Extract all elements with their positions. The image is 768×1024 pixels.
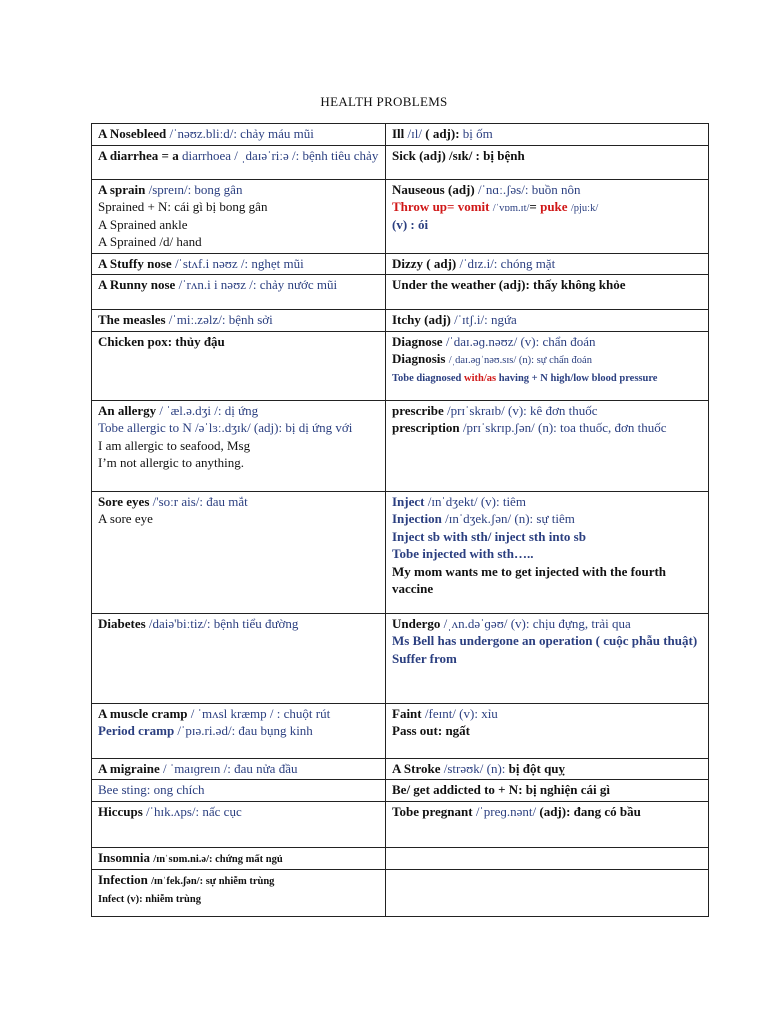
term-cell: [92, 310, 386, 332]
text-segment: /ˈrʌn.i i nəʊz /: chảy nước mũi: [178, 277, 338, 292]
text-segment: A muscle cramp: [98, 705, 191, 721]
term-cell: [92, 703, 386, 758]
text-segment: / ˈmaɪɡreɪn /: đau nửa đầu: [163, 760, 298, 776]
text-segment: A Nosebleed: [98, 126, 170, 141]
text-segment: Suffer from: [392, 650, 457, 666]
text-segment: /ˈhɪk.ʌps/: nấc cục: [146, 803, 242, 819]
text-segment: bị đột quỵ: [508, 760, 566, 776]
text-segment: Diabetes: [98, 615, 149, 631]
text-line: [392, 528, 702, 546]
text-segment: Inject: [392, 493, 428, 509]
text-segment: A sore eye: [98, 511, 153, 526]
text-line: [392, 563, 702, 598]
table-row: [92, 847, 709, 869]
definition-cell: [386, 703, 709, 758]
text-segment: Sick (adj) /sɪk/ : bị bệnh: [392, 147, 525, 163]
term-cell: [92, 400, 386, 491]
text-segment: /ˈstʌf.i nəʊz /: nghẹt mũi: [174, 255, 304, 271]
text-segment: Period cramp: [98, 723, 178, 738]
text-segment: The measles: [98, 312, 169, 327]
table-row: [92, 253, 709, 275]
term-cell: [92, 179, 386, 253]
text-segment: /'soːr ais/: đau mắt: [152, 493, 248, 509]
text-segment: Undergo: [392, 615, 444, 631]
text-segment: A Stroke: [392, 760, 444, 776]
definition-cell: [386, 801, 709, 847]
text-segment: /ˈmiː.zəlz/: bệnh sởi: [168, 312, 273, 327]
text-segment: Nauseous (adj): [392, 181, 478, 197]
text-segment: /ˈvɒm.ɪt/: [492, 203, 530, 214]
text-segment: Infect (v): nhiễm trùng: [98, 893, 201, 905]
definition-cell: [386, 758, 709, 780]
text-segment: /ˌʌn.dəˈɡəʊ/ (v): chịu đựng, trải qua: [443, 615, 631, 631]
definition-cell: [386, 400, 709, 491]
text-segment: /ˈpɪə.ri.əd/: đau bụng kinh: [177, 723, 313, 738]
text-line: [392, 510, 702, 528]
text-segment: /ˈdɪz.i/: chóng mặt: [459, 255, 556, 271]
text-line: [392, 632, 702, 650]
text-segment: /ɪnˈdʒek.ʃən/ (n): sự tiêm: [445, 511, 575, 526]
text-segment: =: [529, 199, 541, 214]
table-row: [92, 275, 709, 310]
text-segment: / ˈmʌsl kræmp / : chuột rút: [190, 705, 331, 721]
text-segment: prescribe: [392, 402, 447, 418]
text-segment: Pass out: ngất: [392, 723, 471, 738]
text-segment: /strəʊk/ (n):: [443, 760, 509, 776]
definition-cell: [386, 253, 709, 275]
text-segment: Ill: [392, 126, 408, 141]
term-cell: [92, 780, 386, 802]
definition-cell: [386, 310, 709, 332]
term-cell: [92, 491, 386, 613]
text-segment: /ˈɪtʃ.i/: ngứa: [454, 312, 517, 327]
vocabulary-table-body: [92, 124, 709, 917]
text-segment: A migraine: [98, 760, 163, 776]
table-row: [92, 869, 709, 916]
text-segment: /əˈlɜː.dʒɪk/ (adj): bị dị ứng với: [195, 420, 353, 435]
definition-cell: [386, 847, 709, 869]
text-segment: /ɪnˈfek.ʃən/: sự nhiễm trùng: [151, 875, 275, 887]
text-line: [392, 368, 702, 386]
term-cell: [92, 801, 386, 847]
text-segment: Tobe pregnant: [392, 803, 476, 819]
text-segment: ( adj):: [422, 126, 463, 141]
text-segment: /feɪnt/ (v): xỉu: [424, 705, 498, 721]
table-row: [92, 703, 709, 758]
term-cell: [92, 847, 386, 869]
term-cell: [92, 275, 386, 310]
table-row: [92, 179, 709, 253]
text-line: [392, 419, 702, 437]
table-row: [92, 124, 709, 146]
text-line: [392, 650, 702, 668]
definition-cell: [386, 491, 709, 613]
text-segment: /daiə'biːtiz/: bệnh tiểu đường: [148, 615, 299, 631]
text-line: [392, 198, 702, 216]
text-segment: /ˈnəʊz.bliːd/: chảy máu mũi: [169, 126, 314, 141]
table-row: [92, 758, 709, 780]
text-segment: /prɪˈskrɪp.ʃən/ (n): toa thuốc, đơn thuốc: [462, 420, 667, 435]
text-segment: Infection: [98, 871, 152, 887]
text-segment: / ˈæl.ə.dʒi /: dị ứng: [159, 402, 259, 418]
text-segment: Tobe diagnosed: [392, 373, 464, 384]
definition-cell: [386, 275, 709, 310]
definition-cell: [386, 780, 709, 802]
text-segment: Be/ get addicted to + N: bị nghiện cái gì: [392, 782, 610, 797]
text-line: [98, 454, 379, 472]
term-cell: [92, 253, 386, 275]
term-cell: [92, 758, 386, 780]
vocabulary-table: [91, 123, 709, 917]
text-segment: Tobe allergic to N: [98, 420, 196, 435]
text-segment: Diagnosis: [392, 351, 449, 366]
table-row: [92, 491, 709, 613]
text-segment: Itchy (adj): [392, 312, 455, 327]
definition-cell: [386, 331, 709, 400]
text-segment: A diarrhea = a: [98, 147, 182, 163]
text-segment: /ɪnˈdʒekt/ (v): tiêm: [427, 493, 526, 509]
text-segment: puke: [540, 199, 571, 214]
text-segment: /ɪnˈsɒm.ni.ə/: chứng mất ngủ: [153, 853, 283, 865]
text-line: [98, 437, 379, 455]
text-line: [98, 510, 379, 528]
table-row: [92, 310, 709, 332]
text-segment: /ɪl/: [407, 126, 422, 141]
definition-cell: [386, 124, 709, 146]
text-segment: /ˈpreɡ.nənt/: [475, 803, 540, 819]
text-segment: Sprained + N: cái gì bị bong gân: [98, 199, 268, 214]
table-row: [92, 400, 709, 491]
text-segment: Insomnia: [98, 849, 154, 865]
definition-cell: [386, 145, 709, 179]
table-row: [92, 801, 709, 847]
text-segment: Injection: [392, 511, 446, 526]
text-segment: Throw up= vomit: [392, 199, 493, 214]
page-title: HEALTH PROBLEMS: [320, 94, 448, 109]
text-line: [98, 216, 379, 234]
text-segment: with/as: [463, 373, 499, 384]
term-cell: [92, 331, 386, 400]
text-line: [98, 722, 379, 740]
table-row: [92, 331, 709, 400]
text-line: [98, 233, 379, 251]
text-line: [98, 198, 379, 216]
text-segment: (v) : ói: [392, 217, 429, 232]
table-row: [92, 780, 709, 802]
text-line: [98, 419, 379, 437]
text-segment: A Sprained ankle: [98, 216, 188, 232]
definition-cell: [386, 869, 709, 916]
text-segment: /ˈdaɪ.əɡ.nəʊz/ (v): chẩn đoán: [445, 333, 596, 349]
term-cell: [92, 869, 386, 916]
text-segment: prescription: [392, 420, 463, 435]
text-line: [392, 216, 702, 234]
text-segment: Chicken pox: thủy đậu: [98, 333, 225, 349]
term-cell: [92, 613, 386, 703]
term-cell: [92, 124, 386, 146]
text-segment: A sprain: [98, 181, 149, 197]
definition-cell: [386, 179, 709, 253]
text-segment: Hiccups: [98, 803, 147, 819]
text-segment: bị ốm: [462, 126, 493, 141]
text-segment: A Stuffy nose: [98, 255, 175, 271]
text-segment: Faint: [392, 705, 425, 721]
text-segment: Tobe injected with sth…..: [392, 546, 534, 561]
text-segment: /pjuːk/: [570, 203, 599, 214]
table-row: [92, 613, 709, 703]
definition-cell: [386, 613, 709, 703]
text-segment: Inject sb with sth/ inject sth into sb: [392, 528, 586, 544]
text-segment: Ms Bell has undergone an operation ( cuộc phẫu thuật): [392, 633, 698, 648]
text-segment: My mom wants me to get injected with the fourth vaccine: [392, 563, 667, 596]
text-segment: Diagnose: [392, 333, 446, 349]
text-segment: A Runny nose: [98, 277, 179, 292]
text-segment: I am allergic to seafood, Msg: [98, 437, 251, 453]
term-cell: [92, 145, 386, 179]
text-line: [392, 722, 702, 740]
text-segment: An allergy: [98, 402, 160, 418]
text-segment: /prɪˈskraɪb/ (v): kê đơn thuốc: [447, 402, 598, 418]
text-segment: diarrhoea / ˌdaɪəˈriːə /: bệnh tiêu chảy: [181, 147, 379, 163]
text-line: [392, 545, 702, 563]
text-segment: /ˌdaɪ.əɡˈnəʊ.sɪs/ (n): sự chẩn đoán: [448, 355, 592, 366]
table-row: [92, 145, 709, 179]
text-segment: having + N high/low blood pressure: [498, 373, 658, 384]
text-segment: Sore eyes: [98, 493, 153, 509]
text-line: [392, 350, 702, 368]
text-segment: A Sprained /d/ hand: [98, 234, 202, 249]
text-segment: /spreɪn/: bong gân: [148, 181, 243, 197]
text-line: [98, 889, 379, 907]
text-segment: (adj): đang có bầu: [539, 803, 641, 819]
text-segment: I’m not allergic to anything.: [98, 455, 244, 470]
text-segment: /ˈnɑː.ʃəs/: buồn nôn: [477, 181, 581, 197]
text-segment: Bee sting: ong chích: [98, 782, 205, 797]
text-segment: Under the weather (adj): thấy không khỏe: [392, 277, 626, 292]
text-segment: Dizzy ( adj): [392, 255, 460, 271]
